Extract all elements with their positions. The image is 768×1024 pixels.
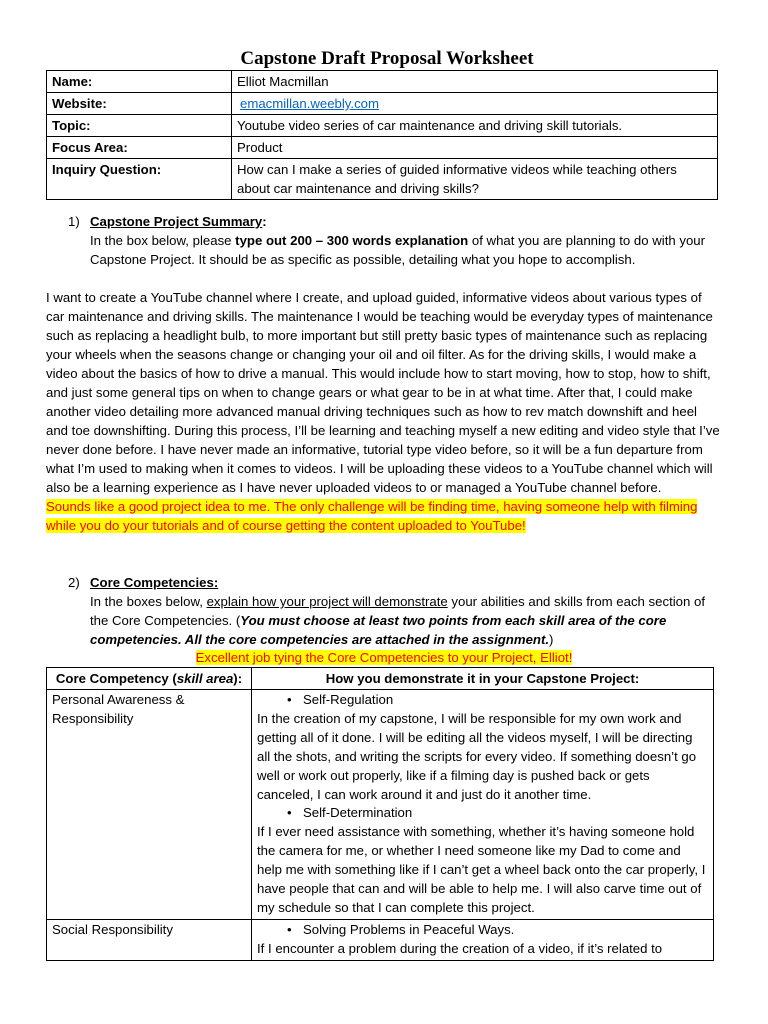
bullet-solving-problems: • Solving Problems in Peaceful Ways. [257, 921, 708, 940]
instr-underlined-text: explain how your project will demonstrate [206, 594, 448, 609]
inquiry-question-label: Inquiry Question: [47, 159, 232, 200]
demonstration-personal-awareness [252, 690, 714, 920]
topic-label: Topic: [47, 115, 232, 137]
summary-block [46, 288, 722, 535]
demonstration-social-responsibility [252, 919, 714, 960]
section-2-number: 2) [68, 575, 80, 590]
instr-text: your abilities and skills from each section of the Core Competencies. ( [90, 594, 706, 628]
table-row [47, 137, 718, 159]
instr-bold-italic-text: You must choose at least two points from each skill area of the core competencies. All the core competencies are attached in the assignment. [90, 613, 667, 647]
info-table [46, 70, 718, 200]
focus-area-label: Focus Area: [47, 137, 232, 159]
bullet-self-determination: • Self-Determination [257, 804, 708, 823]
table-row [47, 93, 718, 115]
focus-area-value: Product [232, 137, 718, 159]
section-1-instructions [90, 231, 720, 269]
instr-text: In the box below, please [90, 233, 236, 248]
section-1-number: 1) [68, 214, 80, 229]
section-2-instructions [90, 592, 720, 649]
topic-value: Youtube video series of car maintenance and driving skill tutorials. [232, 115, 718, 137]
instr-text: of what you are planning to do with your Capstone Project. It should be as specific as possible, detailing what you hope to accomplish. [90, 233, 706, 267]
table-row [47, 115, 718, 137]
competency-social-responsibility: Social Responsibility [47, 919, 252, 960]
col-header-text: ): [233, 671, 243, 686]
name-value: Elliot Macmillan [232, 71, 718, 93]
website-cell [232, 93, 718, 115]
summary-paragraph: I want to create a YouTube channel where I create, and upload guided, informative videos about various types of car maintenance and driving skills. The maintenance I would be teaching would be everyday types of maintenance such as replacing a headlight bulb, to more important but still pretty basic types of maintenance such as replacing your wheels when the seasons change or changing your oil and oil filter. As for the driving skills, I would make a video about the basics of how to drive a manual. This would include how to start moving, how to stop, how to shift, and just some general tips on when to change gears or what gear to be in at what time. After that, I could make another video detailing more advanced manual driving techniques such as how to rev match downshift and heel and toe downshifting. During this process, I’ll be learning and teaching myself a new editing and video style that I’ve never done before. I have never made an informative, tutorial type video before, so it will be a fun departure from what I’m used to making when it comes to videos. I will be uploading these videos to a YouTube channel which will also be a learning experience as I have never uploaded videos to or managed a YouTube channel before. [46, 290, 720, 495]
teacher-feedback-1: Sounds like a good project idea to me. The only challenge will be finding time, having someone help with filming while you do your tutorials and of course getting the content uploaded to YouTube! [46, 499, 698, 533]
instr-text: ) [549, 632, 554, 647]
col-header-competency [47, 668, 252, 690]
teacher-feedback-2-line [0, 648, 768, 667]
bullet-self-regulation: • Self-Regulation [257, 691, 708, 710]
section-1-heading-colon: : [262, 214, 267, 229]
website-label: Website: [47, 93, 232, 115]
table-row [47, 71, 718, 93]
core-competency-table [46, 667, 714, 961]
section-1-heading [90, 212, 267, 231]
self-regulation-text: In the creation of my capstone, I will be responsible for my own work and getting all of it done. I will be editing all the videos myself, I will be directing all the shots, and writing the scripts for every video. If something doesn’t go well or work out properly, like if a filming day is pushed back or gets canceled, I can work around it and just do it another time. [257, 710, 697, 802]
name-label: Name: [47, 71, 232, 93]
table-row [47, 690, 714, 920]
table-row [47, 919, 714, 960]
inquiry-question-value [232, 159, 718, 200]
instr-text: In the boxes below, [90, 594, 207, 609]
website-link[interactable]: emacmillan.weebly.com [240, 96, 380, 111]
competency-personal-awareness: Personal Awareness & Responsibility [47, 690, 252, 920]
table-header-row [47, 668, 714, 690]
page-title: Capstone Draft Proposal Worksheet [240, 48, 534, 69]
teacher-feedback-2: Excellent job tying the Core Competencies to your Project, Elliot! [195, 650, 573, 665]
solving-problems-text: If I encounter a problem during the creation of a video, if it’s related to [257, 940, 663, 956]
table-row [47, 159, 718, 200]
col-header-demonstration: How you demonstrate it in your Capstone Project: [252, 668, 714, 690]
instr-bold-text: type out 200 – 300 words explanation [235, 233, 469, 248]
self-determination-text: If I ever need assistance with something, whether it’s having someone hold the camera for me, or whether I need someone like my Dad to come and help me with something like if I can’t get a wheel back onto the car properly, I have people that can and will be able to help me. I will also carve time out of my schedule so that I can complete this project. [257, 824, 706, 915]
section-1-heading-text: Capstone Project Summary [90, 214, 263, 229]
inquiry-line-1: How can I make a series of guided informative videos while teaching others [237, 162, 677, 177]
inquiry-line-2: about car maintenance and driving skills? [237, 181, 479, 196]
section-2-heading: Core Competencies: [90, 575, 219, 590]
col-header-italic: skill area [176, 671, 234, 686]
col-header-text: Core Competency ( [55, 671, 177, 686]
